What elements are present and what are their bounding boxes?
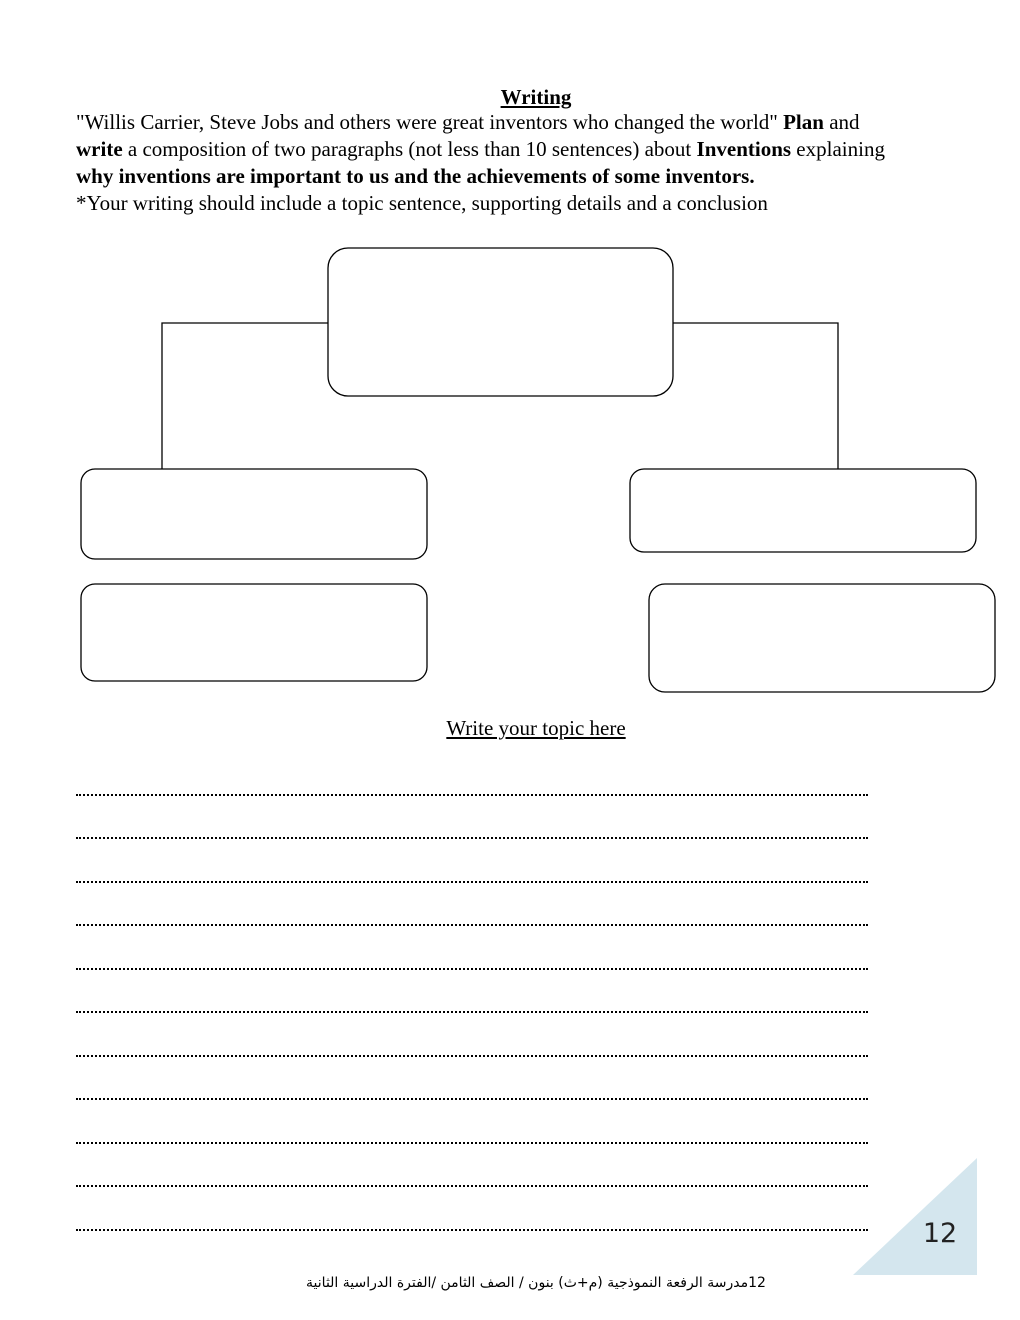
writing-area[interactable] [76,752,868,1231]
instruction-line-4: *Your writing should include a topic sentence, supporting details and a conclusion [76,191,768,215]
detail-box-top-right[interactable] [630,469,976,552]
instruction-text: a composition of two paragraphs (not less than 10 sentences) about [122,137,697,161]
writing-line[interactable] [76,1013,868,1057]
connector-line-right [673,323,838,469]
writing-line[interactable] [76,1057,868,1101]
corner-triangle [853,1158,977,1275]
writing-line[interactable] [76,839,868,883]
writing-line[interactable] [76,1144,868,1188]
writing-line[interactable] [76,1187,868,1231]
page-footer: 12مدرسة الرفعة النموذجية (م+ث) بنون / الصف الثامن /الفترة الدراسية الثانية [306,1275,766,1291]
page-corner-decoration [853,1158,977,1276]
instruction-bold: Inventions [696,137,792,161]
connector-line-left [162,323,328,469]
detail-box-bottom-left[interactable] [81,584,427,681]
detail-box-top-left[interactable] [81,469,427,559]
writing-line[interactable] [76,926,868,970]
instruction-bold: write [76,137,123,161]
instruction-bold: Plan [783,110,824,134]
section-heading: Writing [500,85,572,109]
writing-line[interactable] [76,796,868,840]
writing-line[interactable] [76,1100,868,1144]
instruction-text: explaining [791,137,885,161]
writing-line[interactable] [76,970,868,1014]
detail-box-bottom-right[interactable] [649,584,995,692]
writing-line[interactable] [76,752,868,796]
instruction-bold: why inventions are important to us and the achievements of some inventors. [76,164,755,188]
main-idea-box[interactable] [328,248,673,396]
topic-prompt: Write your topic here [446,716,626,740]
page-number: 12 [922,1218,958,1249]
writing-line[interactable] [76,883,868,927]
instruction-text: "Willis Carrier, Steve Jobs and others were great inventors who changed the world" [76,110,784,134]
instruction-text: and [823,110,860,134]
